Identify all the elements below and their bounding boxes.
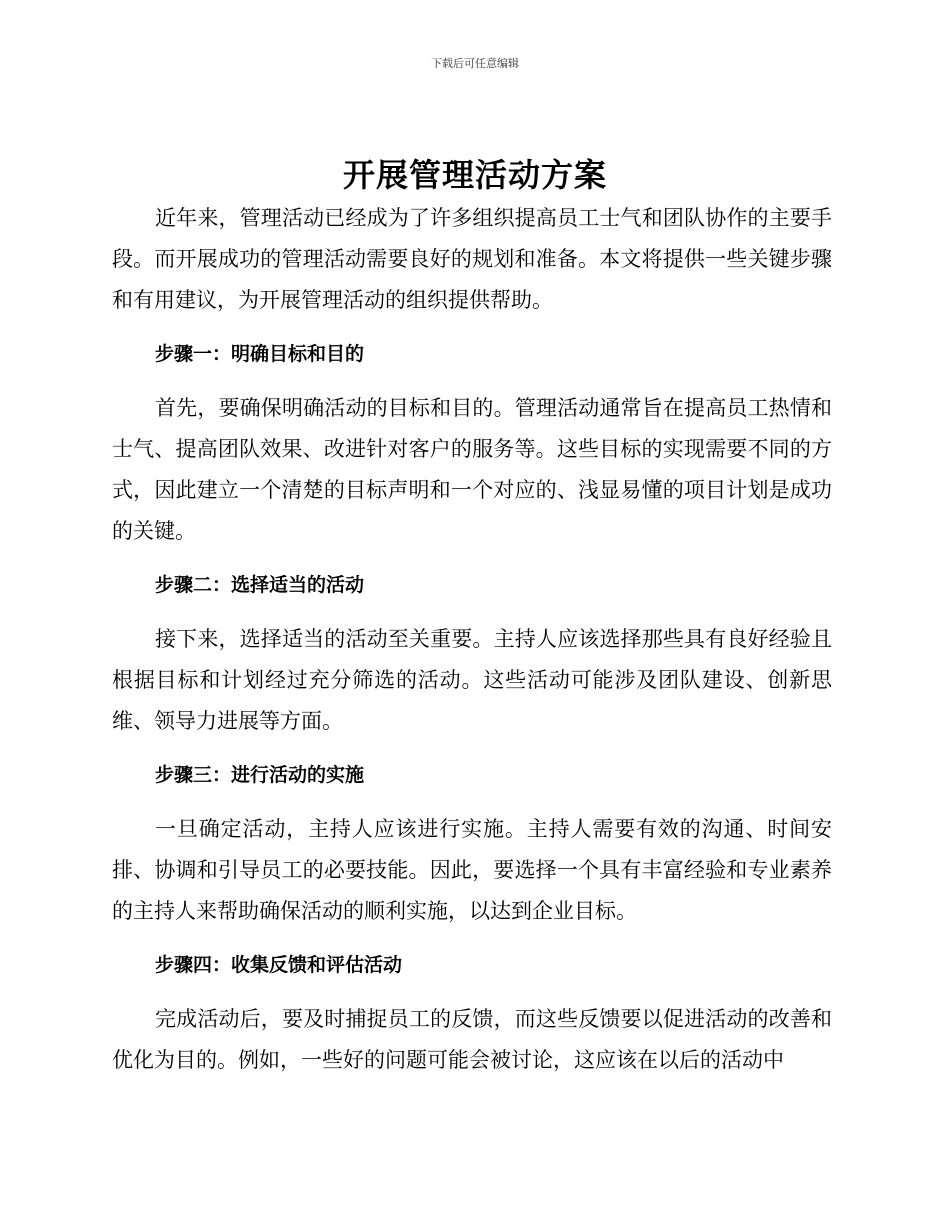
step-3-paragraph: 一旦确定活动，主持人应该进行实施。主持人需要有效的沟通、时间安排、协调和引导员工的必要技能。因此，要选择一个具有丰富经验和专业素养的主持人来帮助确保活动的顺利实施，以达到企业目标。 [112, 817, 832, 923]
step-2-heading: 步骤二：选择适当的活动 [155, 574, 365, 596]
document-body [112, 198, 832, 1081]
header-note: 下载后可任意编辑 [431, 57, 519, 70]
intro-paragraph: 近年来，管理活动已经成为了许多组织提高员工士气和团队协作的主要手段。而开展成功的管理活动需要良好的规划和准备。本文将提供一些关键步骤和有用建议，为开展管理活动的组织提供帮助。 [112, 206, 832, 312]
step-4-paragraph: 完成活动后，要及时捕捉员工的反馈，而这些反馈要以促进活动的改善和优化为目的。例如，一些好的问题可能会被讨论，这应该在以后的活动中 [112, 1007, 832, 1072]
step-1-heading: 步骤一：明确目标和目的 [155, 343, 365, 365]
document-title: 开展管理活动方案 [342, 156, 607, 194]
step-4-heading: 步骤四：收集反馈和评估活动 [155, 954, 403, 976]
step-3-heading: 步骤三：进行活动的实施 [155, 764, 365, 786]
step-1-paragraph: 首先，要确保明确活动的目标和目的。管理活动通常旨在提高员工热情和士气、提高团队效果、改进针对客户的服务等。这些目标的实现需要不同的方式，因此建立一个清楚的目标声明和一个对应的、浅显易懂的项目计划是成功的关键。 [112, 396, 832, 543]
step-2-paragraph: 接下来，选择适当的活动至关重要。主持人应该选择那些具有良好经验且根据目标和计划经过充分筛选的活动。这些活动可能涉及团队建设、创新思维、领导力进展等方面。 [112, 627, 832, 733]
